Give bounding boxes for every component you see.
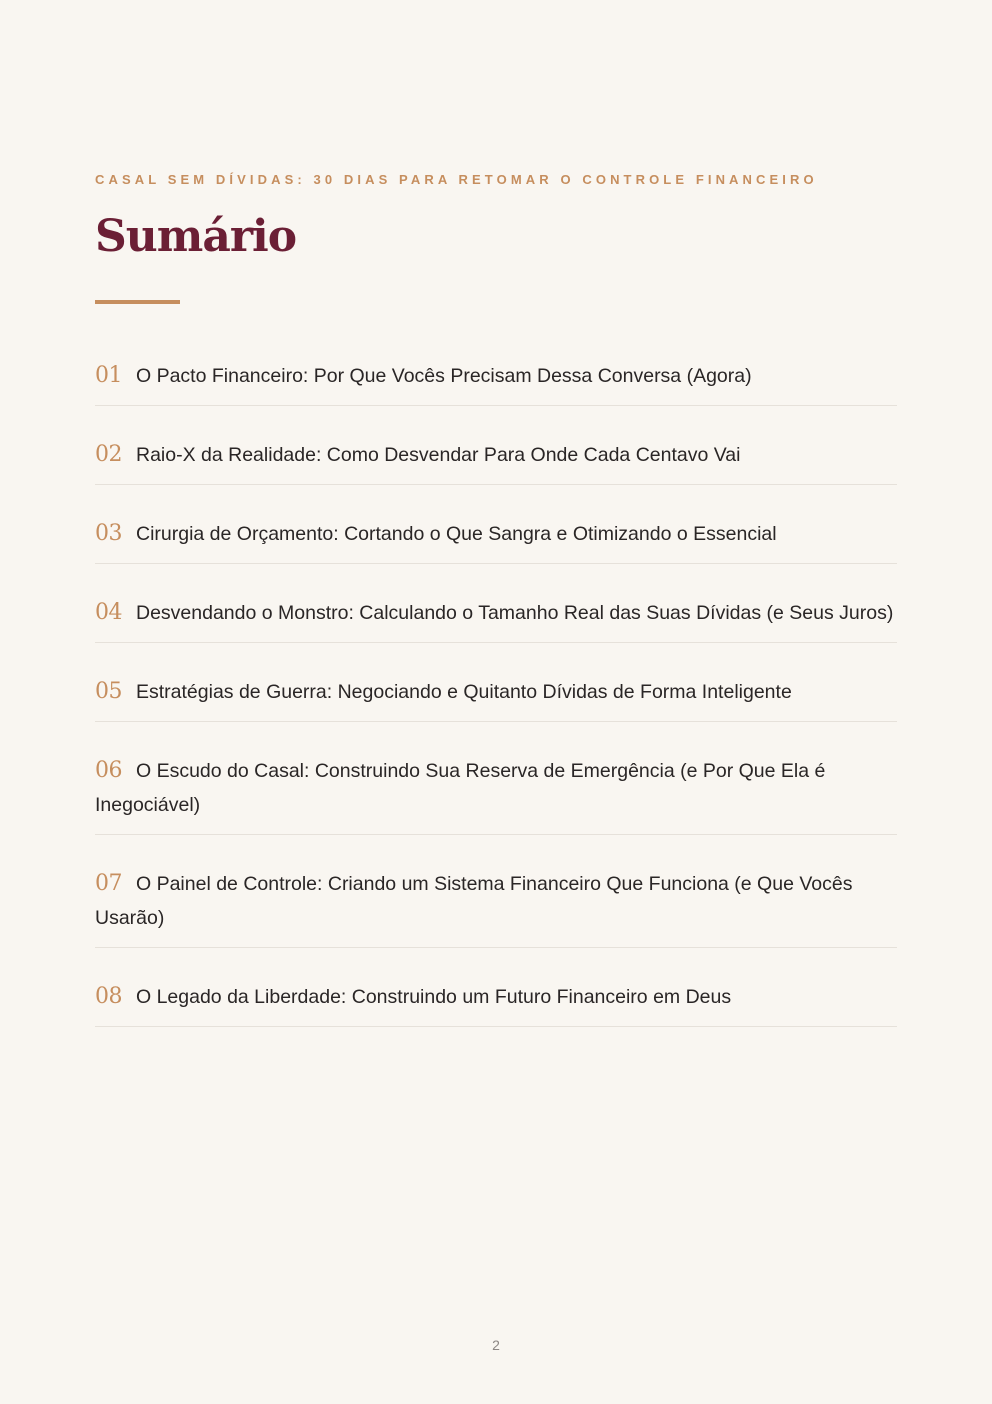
toc-item-number: 04 <box>95 600 122 625</box>
toc-item-title: Estratégias de Guerra: Negociando e Quitanto Dívidas de Forma Inteligente <box>136 681 792 703</box>
book-title-eyebrow: CASAL SEM DÍVIDAS: 30 DIAS PARA RETOMAR O CONTROLE FINANCEIRO <box>95 172 818 187</box>
toc-item[interactable] <box>95 589 897 643</box>
toc-item-number: 07 <box>95 871 122 896</box>
table-of-contents <box>95 352 897 1027</box>
page-number: 2 <box>492 1337 500 1353</box>
toc-item-number: 05 <box>95 679 122 704</box>
toc-item[interactable] <box>95 510 897 564</box>
toc-item[interactable] <box>95 860 897 948</box>
toc-item[interactable] <box>95 431 897 485</box>
toc-item-title: Raio-X da Realidade: Como Desvendar Para Onde Cada Centavo Vai <box>136 444 741 466</box>
toc-item[interactable] <box>95 747 897 835</box>
page-title: Sumário <box>95 211 297 262</box>
toc-item-title: Cirurgia de Orçamento: Cortando o Que Sangra e Otimizando o Essencial <box>136 523 777 545</box>
toc-item-number: 02 <box>95 442 122 467</box>
toc-item[interactable] <box>95 352 897 406</box>
toc-item[interactable] <box>95 973 897 1027</box>
toc-item-number: 03 <box>95 521 122 546</box>
toc-item-number: 06 <box>95 758 122 783</box>
toc-item-number: 01 <box>95 363 122 388</box>
toc-item-title: Desvendando o Monstro: Calculando o Tamanho Real das Suas Dívidas (e Seus Juros) <box>136 602 894 624</box>
toc-item-title: O Pacto Financeiro: Por Que Vocês Precisam Dessa Conversa (Agora) <box>136 365 752 387</box>
toc-item-title: O Escudo do Casal: Construindo Sua Reserva de Emergência (e Por Que Ela é Inegociável) <box>95 760 826 816</box>
toc-item-title: O Painel de Controle: Criando um Sistema Financeiro Que Funciona (e Que Vocês Usarão) <box>95 873 853 929</box>
title-divider <box>95 300 180 304</box>
toc-item-number: 08 <box>95 984 122 1009</box>
toc-item[interactable] <box>95 668 897 722</box>
toc-item-title: O Legado da Liberdade: Construindo um Futuro Financeiro em Deus <box>136 986 732 1008</box>
